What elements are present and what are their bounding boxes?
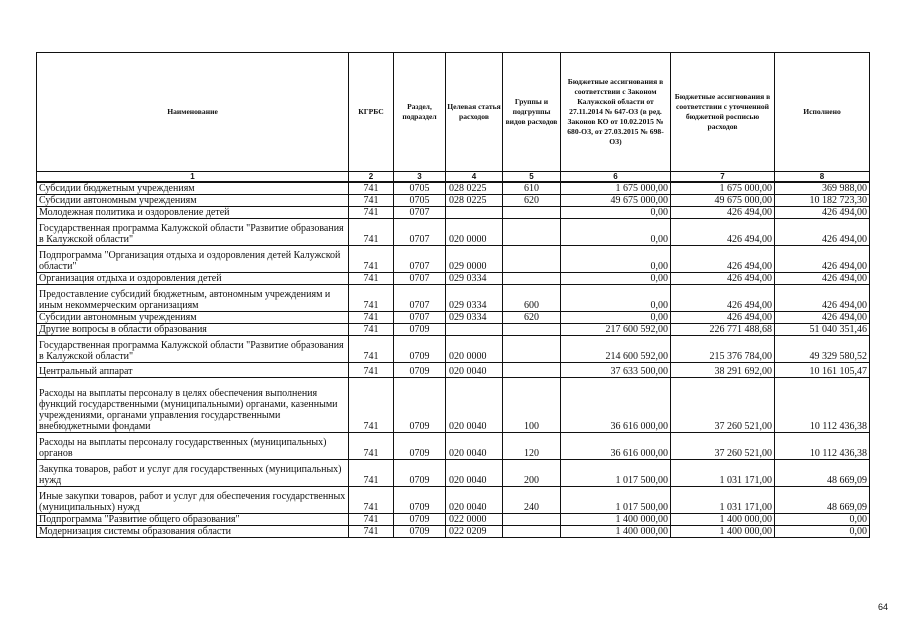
row-executed: 0,00 [775,526,870,538]
table-row [37,363,870,378]
row-kgrbs: 741 [349,514,394,526]
row-name: Подпрограмма "Развитие общего образования" [37,514,349,526]
row-executed: 426 494,00 [775,207,870,219]
row-kgrbs: 741 [349,246,394,273]
row-expense-type: 610 [503,182,561,195]
row-revised-allocation: 37 260 521,00 [671,378,775,433]
column-number: 8 [775,172,870,183]
header-law-allocation: Бюджетные ассигнования в соответствии с Законом Калужской области от 27.11.2014 № 647-ОЗ (в ред. Законов КО от 10.02.2015 № 680-ОЗ, от 27.03.2015 № 698-ОЗ) [561,53,671,172]
row-name: Расходы на выплаты персоналу в целях обеспечения выполнения функций государственными (муниципальными) органами, казенными учреждениями, органами управления государственными внебюджетными фондами [37,378,349,433]
row-expense-type [503,273,561,285]
header-section: Раздел, подраздел [394,53,446,172]
row-revised-allocation: 1 031 171,00 [671,487,775,514]
row-target-article: 020 0000 [446,336,503,363]
row-expense-type [503,324,561,336]
row-name: Другие вопросы в области образования [37,324,349,336]
row-executed: 426 494,00 [775,312,870,324]
header-executed: Исполнено [775,53,870,172]
row-section: 0707 [394,246,446,273]
row-law-allocation: 1 017 500,00 [561,487,671,514]
row-law-allocation: 0,00 [561,273,671,285]
row-revised-allocation: 1 031 171,00 [671,460,775,487]
row-kgrbs: 741 [349,207,394,219]
row-kgrbs: 741 [349,378,394,433]
row-section: 0709 [394,487,446,514]
row-kgrbs: 741 [349,487,394,514]
table-row [37,195,870,207]
row-revised-allocation: 1 675 000,00 [671,182,775,195]
row-executed: 49 329 580,52 [775,336,870,363]
row-kgrbs: 741 [349,182,394,195]
row-section: 0707 [394,273,446,285]
row-section: 0709 [394,363,446,378]
table-row [37,285,870,312]
row-name: Закупка товаров, работ и услуг для государственных (муниципальных) нужд [37,460,349,487]
row-expense-type [503,514,561,526]
row-revised-allocation: 426 494,00 [671,273,775,285]
row-expense-type: 620 [503,312,561,324]
row-kgrbs: 741 [349,336,394,363]
row-revised-allocation: 426 494,00 [671,285,775,312]
row-expense-type: 200 [503,460,561,487]
row-target-article: 020 0040 [446,433,503,460]
header-name: Наименование [37,53,349,172]
table-row [37,312,870,324]
row-target-article [446,207,503,219]
row-kgrbs: 741 [349,433,394,460]
row-expense-type [503,246,561,273]
budget-execution-table [36,52,870,538]
row-law-allocation: 1 675 000,00 [561,182,671,195]
column-number: 3 [394,172,446,183]
column-number: 1 [37,172,349,183]
row-target-article: 020 0040 [446,363,503,378]
row-expense-type: 600 [503,285,561,312]
row-name: Расходы на выплаты персоналу государственных (муниципальных) органов [37,433,349,460]
row-section: 0709 [394,460,446,487]
row-section: 0709 [394,336,446,363]
row-target-article: 028 0225 [446,195,503,207]
row-expense-type: 120 [503,433,561,460]
row-name: Организация отдыха и оздоровления детей [37,273,349,285]
row-name: Молодежная политика и оздоровление детей [37,207,349,219]
row-expense-type: 100 [503,378,561,433]
row-section: 0709 [394,378,446,433]
row-executed: 10 161 105,47 [775,363,870,378]
row-target-article: 029 0334 [446,273,503,285]
row-expense-type: 240 [503,487,561,514]
row-name: Государственная программа Калужской области "Развитие образования в Калужской области" [37,219,349,246]
row-name: Субсидии автономным учреждениям [37,195,349,207]
row-kgrbs: 741 [349,324,394,336]
row-name: Субсидии автономным учреждениям [37,312,349,324]
row-executed: 426 494,00 [775,246,870,273]
row-kgrbs: 741 [349,195,394,207]
row-law-allocation: 0,00 [561,207,671,219]
row-target-article: 029 0000 [446,246,503,273]
row-executed: 48 669,09 [775,460,870,487]
row-revised-allocation: 426 494,00 [671,219,775,246]
row-executed: 0,00 [775,514,870,526]
row-section: 0709 [394,433,446,460]
header-revised-allocation: Бюджетные ассигнования в соответствии с уточненной бюджетной росписью расходов [671,53,775,172]
page-number: 64 [878,602,889,612]
row-target-article: 029 0334 [446,312,503,324]
row-name: Подпрограмма "Организация отдыха и оздоровления детей Калужской области" [37,246,349,273]
row-name: Модернизация системы образования области [37,526,349,538]
row-revised-allocation: 1 400 000,00 [671,526,775,538]
row-section: 0709 [394,514,446,526]
table-row [37,433,870,460]
row-expense-type: 620 [503,195,561,207]
row-target-article: 020 0040 [446,487,503,514]
row-revised-allocation: 226 771 488,68 [671,324,775,336]
column-number: 7 [671,172,775,183]
row-target-article: 020 0000 [446,219,503,246]
row-section: 0707 [394,207,446,219]
row-law-allocation: 36 616 000,00 [561,433,671,460]
row-law-allocation: 36 616 000,00 [561,378,671,433]
row-kgrbs: 741 [349,273,394,285]
row-law-allocation: 0,00 [561,219,671,246]
row-expense-type [503,336,561,363]
table-row [37,182,870,195]
row-executed: 51 040 351,46 [775,324,870,336]
row-section: 0709 [394,526,446,538]
column-number: 2 [349,172,394,183]
column-number: 6 [561,172,671,183]
row-expense-type [503,363,561,378]
table-row [37,514,870,526]
row-revised-allocation: 38 291 692,00 [671,363,775,378]
row-target-article: 022 0000 [446,514,503,526]
row-law-allocation: 1 400 000,00 [561,526,671,538]
row-section: 0705 [394,182,446,195]
row-name: Государственная программа Калужской области "Развитие образования в Калужской области" [37,336,349,363]
row-revised-allocation: 1 400 000,00 [671,514,775,526]
row-expense-type [503,207,561,219]
row-executed: 10 182 723,30 [775,195,870,207]
row-target-article: 020 0040 [446,378,503,433]
row-revised-allocation: 426 494,00 [671,246,775,273]
row-law-allocation: 0,00 [561,312,671,324]
row-section: 0705 [394,195,446,207]
row-executed: 426 494,00 [775,219,870,246]
row-target-article [446,324,503,336]
row-revised-allocation: 426 494,00 [671,312,775,324]
row-section: 0707 [394,285,446,312]
row-law-allocation: 217 600 592,00 [561,324,671,336]
row-name: Субсидии бюджетным учреждениям [37,182,349,195]
row-law-allocation: 49 675 000,00 [561,195,671,207]
column-number: 4 [446,172,503,183]
row-target-article: 022 0209 [446,526,503,538]
row-section: 0709 [394,324,446,336]
table-row [37,378,870,433]
table-row [37,324,870,336]
header-target-article: Целевая статья расходов [446,53,503,172]
row-target-article: 029 0334 [446,285,503,312]
table-row [37,207,870,219]
header-row [37,53,870,172]
row-executed: 10 112 436,38 [775,378,870,433]
row-section: 0707 [394,312,446,324]
row-kgrbs: 741 [349,219,394,246]
row-revised-allocation: 49 675 000,00 [671,195,775,207]
row-law-allocation: 214 600 592,00 [561,336,671,363]
row-kgrbs: 741 [349,526,394,538]
row-executed: 48 669,09 [775,487,870,514]
header-expense-type: Группы и подгруппы видов расходов [503,53,561,172]
row-revised-allocation: 37 260 521,00 [671,433,775,460]
row-revised-allocation: 215 376 784,00 [671,336,775,363]
column-number-row [37,172,870,183]
row-target-article: 020 0040 [446,460,503,487]
row-kgrbs: 741 [349,285,394,312]
row-name: Центральный аппарат [37,363,349,378]
table-row [37,526,870,538]
table-row [37,219,870,246]
row-law-allocation: 0,00 [561,246,671,273]
row-law-allocation: 37 633 500,00 [561,363,671,378]
row-executed: 369 988,00 [775,182,870,195]
row-law-allocation: 1 017 500,00 [561,460,671,487]
header-kgrbs: КГРБС [349,53,394,172]
table-row [37,273,870,285]
row-kgrbs: 741 [349,363,394,378]
row-expense-type [503,526,561,538]
column-number: 5 [503,172,561,183]
row-name: Иные закупки товаров, работ и услуг для обеспечения государственных (муниципальных) нужд [37,487,349,514]
row-section: 0707 [394,219,446,246]
row-executed: 10 112 436,38 [775,433,870,460]
row-executed: 426 494,00 [775,273,870,285]
table-row [37,336,870,363]
row-target-article: 028 0225 [446,182,503,195]
table-row [37,487,870,514]
row-kgrbs: 741 [349,312,394,324]
row-revised-allocation: 426 494,00 [671,207,775,219]
row-name: Предоставление субсидий бюджетным, автономным учреждениям и иным некоммерческим организациям [37,285,349,312]
row-kgrbs: 741 [349,460,394,487]
table-row [37,460,870,487]
row-law-allocation: 1 400 000,00 [561,514,671,526]
row-law-allocation: 0,00 [561,285,671,312]
row-expense-type [503,219,561,246]
table-row [37,246,870,273]
row-executed: 426 494,00 [775,285,870,312]
